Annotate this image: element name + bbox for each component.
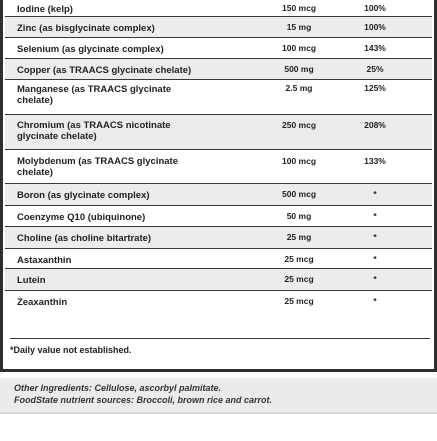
table-row <box>5 0 432 17</box>
nutrient-amount: 15 mg <box>286 22 312 32</box>
nutrient-amount: 150 mcg <box>281 3 317 13</box>
nutrient-name: Molybdenum (as TRAACS glycinate chelate) <box>17 156 178 178</box>
table-row <box>5 17 432 38</box>
nutrient-name: Chromium (as TRAACS nicotinate glycinate chelate) <box>17 120 171 142</box>
table-row <box>5 38 432 59</box>
nutrient-daily-value: 100% <box>364 22 386 32</box>
nutrient-name: Coenzyme Q10 (ubiquinone) <box>17 212 146 223</box>
nutrient-daily-value: 125% <box>364 83 386 93</box>
nutrient-name: Astaxanthin <box>17 255 72 266</box>
nutrient-amount: 2.5 mg <box>285 83 313 93</box>
table-row <box>5 115 432 150</box>
nutrient-daily-value: 143% <box>364 43 386 53</box>
nutrient-amount: 25 mcg <box>284 254 314 264</box>
nutrient-daily-value: * <box>373 189 377 199</box>
nutrient-amount: 250 mcg <box>281 120 317 130</box>
table-row <box>5 249 432 269</box>
daily-value-footnote: *Daily value not established. <box>10 338 430 355</box>
nutrient-name: Copper (as TRAACS glycinate chelate) <box>17 65 192 76</box>
table-row <box>5 80 432 115</box>
nutrient-amount: 500 mcg <box>281 189 317 199</box>
table-row <box>5 184 432 206</box>
nutrient-amount: 100 mcg <box>281 156 317 166</box>
table-row <box>5 59 432 80</box>
nutrient-name: Iodine (kelp) <box>17 4 73 15</box>
nutrient-daily-value: * <box>373 274 377 284</box>
nutrient-name: Zinc (as bisglycinate complex) <box>17 23 155 34</box>
nutrient-daily-value: 133% <box>364 156 386 166</box>
table-row <box>5 150 432 184</box>
foodstate-sources-text: FoodState nutrient sources: Broccoli, brown rice and carrot. <box>14 395 273 405</box>
nutrient-daily-value: 208% <box>364 120 386 130</box>
nutrient-daily-value: 100% <box>364 3 386 13</box>
nutrient-name: Manganese (as TRAACS glycinate chelate) <box>17 84 172 106</box>
table-row <box>5 206 432 227</box>
nutrient-amount: 25 mg <box>286 232 312 242</box>
nutrient-name: Boron (as glycinate complex) <box>17 190 150 201</box>
divider <box>0 412 437 414</box>
nutrient-daily-value: 25% <box>366 64 384 74</box>
nutrient-name: Zeaxanthin <box>17 297 68 308</box>
table-row <box>5 227 432 249</box>
nutrient-amount: 500 mg <box>284 64 314 74</box>
nutrient-amount: 25 mcg <box>284 296 314 306</box>
nutrient-daily-value: * <box>373 232 377 242</box>
nutrient-amount: 25 mcg <box>284 274 314 284</box>
nutrient-name: Lutein <box>17 275 46 286</box>
table-row <box>5 291 432 313</box>
nutrient-daily-value: * <box>373 296 377 306</box>
nutrient-amount: 100 mcg <box>281 43 317 53</box>
table-row <box>5 269 432 291</box>
nutrient-name: Selenium (as glycinate complex) <box>17 44 164 55</box>
other-ingredients-box <box>0 378 437 414</box>
nutrient-daily-value: * <box>373 211 377 221</box>
nutrient-daily-value: * <box>373 254 377 264</box>
nutrient-amount: 50 mg <box>286 211 312 221</box>
nutrient-name: Choline (as choline bitartrate) <box>17 233 152 244</box>
other-ingredients-text: Other Ingredients: Cellulose, ascorbyl palmitate. <box>14 383 222 393</box>
nutrient-table <box>5 0 432 313</box>
